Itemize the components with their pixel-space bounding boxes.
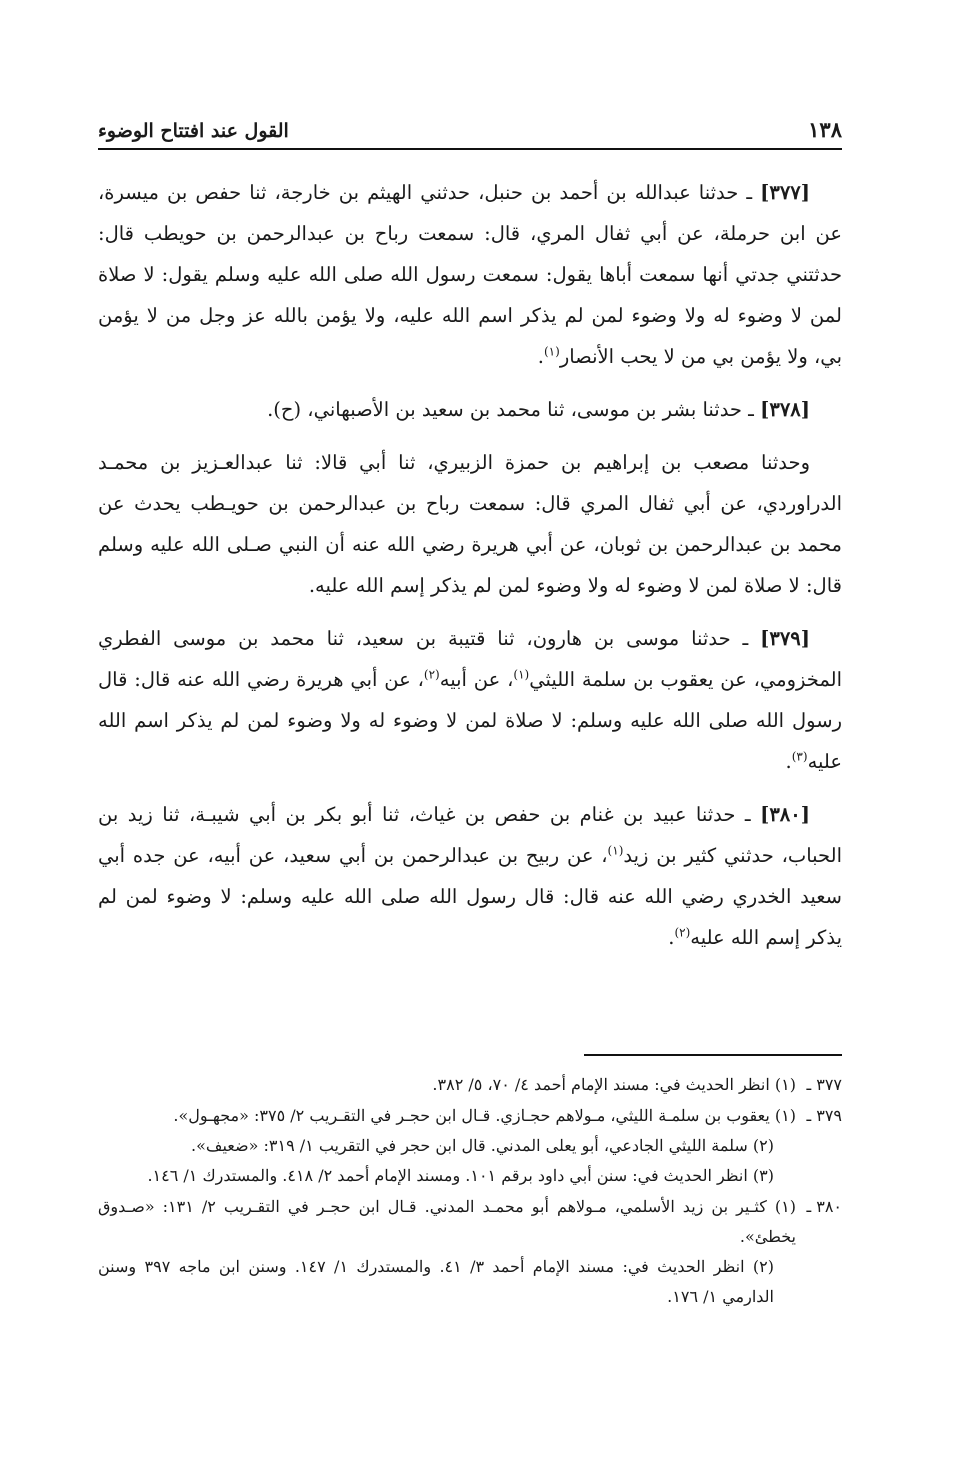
- footnote-separator: [584, 1054, 842, 1056]
- main-text: [98, 172, 842, 958]
- footnote-marker: (٣): [791, 749, 808, 764]
- hadith-380: [98, 794, 842, 958]
- footnote-text: (٣) انظر الحديث في: سنن أبي داود برقم ١٠١. ومسند الإمام أحمد ٢/ ٤١٨. والمستدرك ١/ ١٤٦.: [147, 1166, 774, 1185]
- footnote-marker: (١): [513, 667, 530, 682]
- header-rule: [98, 148, 842, 150]
- running-header: [98, 108, 842, 142]
- hadith-text: ، عن أبيه: [439, 668, 514, 691]
- hadith-number: [٣٧٨]: [760, 398, 810, 421]
- footnote-group-380: [98, 1192, 842, 1312]
- footnote-line: [98, 1070, 842, 1100]
- footnote-hadith-number: ٣٨٠ ـ: [806, 1197, 842, 1216]
- hadith-text: ، عن ربيح بن عبدالرحمن بن أبي سعيد، عن أبيه، عن جده أبي سعيد الخدري رضي الله عنه قال: قال رسول الله صلى الله عليه وسلم: لا وضوء لمن لم يذكر إسم الله عليه: [98, 844, 842, 949]
- footnote-marker: (١): [607, 843, 624, 858]
- footnote-group-379: [98, 1101, 842, 1191]
- footnote-line: [98, 1101, 842, 1131]
- hadith-378: [98, 389, 842, 430]
- hadith-number: [٣٧٧]: [760, 181, 810, 204]
- hadith-text: ـ حدثنا موسى بن هارون، ثنا قتيبة بن سعيد، ثنا محمد بن موسى الفطري المخزومي، عن يعقوب بن سلمة الليثي: [98, 627, 843, 691]
- hadith-end: .: [785, 750, 792, 773]
- hadith-end: .: [537, 345, 544, 368]
- footnote-text: (١) انظر الحديث في: مسند الإمام أحمد ٤/ ٧٠، ٥/ ٣٨٢.: [432, 1075, 796, 1094]
- footnote-hadith-number: ٣٧٩ ـ: [806, 1106, 842, 1125]
- hadith-379: [98, 618, 842, 782]
- footnote-marker: (١): [543, 344, 560, 359]
- footnote-line: [98, 1131, 842, 1161]
- footnote-group-377: [98, 1070, 842, 1100]
- hadith-end: .: [668, 926, 675, 949]
- hadith-number: [٣٨٠]: [760, 803, 810, 826]
- footnotes: [98, 1070, 842, 1312]
- footnote-hadith-number: ٣٧٧ ـ: [806, 1075, 842, 1094]
- footnote-marker: (٢): [674, 925, 691, 940]
- footnote-text: (٢) سلمة الليثي الجادعي، أبو يعلى المدني. قال ابن حجر في التقريب ١/ ٣١٩: «ضعيف».: [191, 1136, 774, 1155]
- footnote-line: [98, 1252, 842, 1312]
- hadith-378-continuation: [98, 442, 842, 606]
- footnote-marker: (٢): [423, 667, 440, 682]
- hadith-text: ـ حدثنا عبيد بن غنام بن حفص بن غياث، ثنا أبو بكر بن أبي شيبـة، ثنا زيد بن الحباب، حدثني كثير بن زيد: [98, 803, 843, 867]
- footnote-text: (١) كثـير بن زيد الأسلمي، مـولاهم أبو محمـد المدني. قـال ابن حجـر في التقـريب ٢/ ١٣١: «صـدوق يخطئ».: [98, 1197, 797, 1246]
- hadith-text: وحدثنا مصعب بن إبراهيم بن حمزة الزبيري، ثنا أبي قالا: ثنا عبدالعـزيز بن محمـد الدراوردي، عن أبي ثفال المري قال: سمعت رباح بن عبدالرحمن بن حويـطب يحدث عن محمد بن عبدالرحمن بن ثوبان، عن أبي هريرة رضي الله عنه أن النبي صـلى الله عليه وسلم قال: لا صلاة لمن لا وضوء له ولا وضوء لمن لم يذكر إسم الله عليه.: [98, 451, 842, 597]
- page-number: ١٣٨: [808, 117, 842, 142]
- footnote-line: [98, 1161, 842, 1191]
- hadith-text: ـ حدثنا بشر بن موسى، ثنا محمد بن سعيد بن الأصبهاني، (ح).: [267, 398, 754, 421]
- hadith-377: [98, 172, 842, 377]
- hadith-text: ـ حدثنا عبدالله بن أحمد بن حنبل، حدثني الهيثم بن خارجة، ثنا حفص بن ميسرة، عن ابن حرملة، عن أبي ثفال المري، قال: سمعت رباح بن عبدالرحمن بن حويطب قال: حدثتني جدتي أنها سمعت أباها يقول: سمعت رسول الله صلى الله عليه وسلم يقول: لا صلاة لمن لا وضوء له ولا وضوء لمن لم يذكر اسم الله عليه، ولا يؤمن بالله عز وجل من لا يؤمن بي، ولا يؤمن بي من لا يحب الأنصار: [98, 181, 842, 368]
- hadith-text: ، عن أبي هريرة رضي الله عنه قال: قال رسول الله صلى الله عليه وسلم: لا صلاة لمن لا وضوء له ولا وضوء لمن لم يذكر اسم الله عليه: [98, 668, 842, 773]
- footnote-line: [98, 1192, 842, 1252]
- hadith-number: [٣٧٩]: [760, 627, 811, 650]
- book-page: [98, 108, 842, 1313]
- chapter-title: القول عند افتتاح الوضوء: [98, 120, 289, 142]
- footnote-text: (٢) انظر الحديث في: مسند الإمام أحمد ٣/ ٤١. والمستدرك ١/ ١٤٧. وسنن ابن ماجه ٣٩٧ وسنن الدارمي ١/ ١٧٦.: [98, 1257, 775, 1306]
- footnote-text: (١) يعقوب بن سلمـة الليثي، مـولاهم حجـازي. قـال ابن حجـر في التقـريب ٢/ ٣٧٥: «مجهـول».: [173, 1106, 796, 1125]
